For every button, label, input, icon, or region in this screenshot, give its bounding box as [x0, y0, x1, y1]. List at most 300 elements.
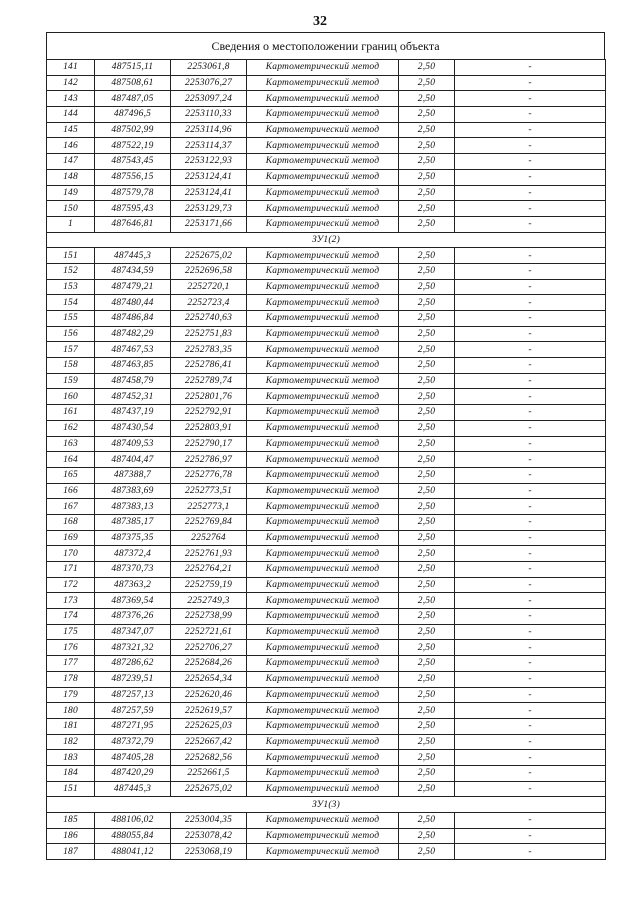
- coord-y: 2253061,8: [171, 60, 247, 76]
- coord-y: 2252740,63: [171, 311, 247, 327]
- coord-y: 2253110,33: [171, 107, 247, 123]
- table-row: [47, 828, 606, 844]
- accuracy: 2,50: [399, 122, 455, 138]
- point-number: 175: [47, 624, 95, 640]
- method: Картометрический метод: [247, 703, 399, 719]
- accuracy: 2,50: [399, 295, 455, 311]
- coord-y: 2252696,58: [171, 263, 247, 279]
- description: -: [455, 640, 606, 656]
- accuracy: 2,50: [399, 185, 455, 201]
- coord-y: 2252773,51: [171, 483, 247, 499]
- method: Картометрический метод: [247, 326, 399, 342]
- accuracy: 2,50: [399, 358, 455, 374]
- coord-y: 2252773,1: [171, 499, 247, 515]
- table-row: [47, 263, 606, 279]
- coordinates-table: [46, 59, 606, 860]
- description: -: [455, 813, 606, 829]
- method: Картометрический метод: [247, 358, 399, 374]
- point-number: 172: [47, 577, 95, 593]
- coord-y: 2252749,3: [171, 593, 247, 609]
- table-row: [47, 60, 606, 76]
- description: -: [455, 593, 606, 609]
- description: -: [455, 436, 606, 452]
- coord-x: 487463,85: [95, 358, 171, 374]
- coord-x: 487376,26: [95, 609, 171, 625]
- accuracy: 2,50: [399, 577, 455, 593]
- description: -: [455, 389, 606, 405]
- description: -: [455, 311, 606, 327]
- description: -: [455, 703, 606, 719]
- coord-x: 487467,53: [95, 342, 171, 358]
- coord-x: 487385,17: [95, 514, 171, 530]
- table-row: [47, 248, 606, 264]
- coord-y: 2253122,93: [171, 154, 247, 170]
- method: Картометрический метод: [247, 514, 399, 530]
- accuracy: 2,50: [399, 75, 455, 91]
- description: -: [455, 483, 606, 499]
- method: Картометрический метод: [247, 813, 399, 829]
- coord-y: 2253004,35: [171, 813, 247, 829]
- point-number: 149: [47, 185, 95, 201]
- point-number: 165: [47, 467, 95, 483]
- coord-x: 487502,99: [95, 122, 171, 138]
- method: Картометрический метод: [247, 138, 399, 154]
- coord-x: 487375,35: [95, 530, 171, 546]
- method: Картометрический метод: [247, 279, 399, 295]
- coord-y: 2252675,02: [171, 781, 247, 797]
- table-row: [47, 813, 606, 829]
- table-row: [47, 122, 606, 138]
- table-row: [47, 154, 606, 170]
- accuracy: 2,50: [399, 687, 455, 703]
- point-number: 145: [47, 122, 95, 138]
- description: -: [455, 295, 606, 311]
- point-number: 162: [47, 420, 95, 436]
- table-row: [47, 107, 606, 123]
- coord-x: 487372,4: [95, 546, 171, 562]
- method: Картометрический метод: [247, 436, 399, 452]
- accuracy: 2,50: [399, 154, 455, 170]
- section-label: ЗУ1(2): [47, 232, 606, 248]
- accuracy: 2,50: [399, 169, 455, 185]
- point-number: 151: [47, 248, 95, 264]
- description: -: [455, 263, 606, 279]
- accuracy: 2,50: [399, 279, 455, 295]
- accuracy: 2,50: [399, 562, 455, 578]
- method: Картометрический метод: [247, 169, 399, 185]
- method: Картометрический метод: [247, 452, 399, 468]
- description: -: [455, 107, 606, 123]
- description: -: [455, 373, 606, 389]
- coord-y: 2253171,66: [171, 216, 247, 232]
- point-number: 159: [47, 373, 95, 389]
- description: -: [455, 122, 606, 138]
- coord-y: 2252661,5: [171, 765, 247, 781]
- description: -: [455, 358, 606, 374]
- method: Картометрический метод: [247, 373, 399, 389]
- table-row: [47, 640, 606, 656]
- coord-y: 2252790,17: [171, 436, 247, 452]
- point-number: 157: [47, 342, 95, 358]
- table-row: [47, 452, 606, 468]
- method: Картометрический метод: [247, 499, 399, 515]
- accuracy: 2,50: [399, 342, 455, 358]
- accuracy: 2,50: [399, 248, 455, 264]
- accuracy: 2,50: [399, 389, 455, 405]
- section-label: ЗУ1(3): [47, 797, 606, 813]
- method: Картометрический метод: [247, 530, 399, 546]
- description: -: [455, 201, 606, 217]
- description: -: [455, 656, 606, 672]
- table-row: [47, 781, 606, 797]
- method: Картометрический метод: [247, 201, 399, 217]
- point-number: 179: [47, 687, 95, 703]
- point-number: 166: [47, 483, 95, 499]
- point-number: 168: [47, 514, 95, 530]
- method: Картометрический метод: [247, 546, 399, 562]
- table-header: Сведения о местоположении границ объекта: [46, 32, 605, 60]
- method: Картометрический метод: [247, 467, 399, 483]
- point-number: 160: [47, 389, 95, 405]
- method: Картометрический метод: [247, 75, 399, 91]
- description: -: [455, 750, 606, 766]
- method: Картометрический метод: [247, 483, 399, 499]
- table-row: [47, 844, 606, 860]
- coord-x: 487434,59: [95, 263, 171, 279]
- description: -: [455, 781, 606, 797]
- coord-y: 2253124,41: [171, 185, 247, 201]
- point-number: 151: [47, 781, 95, 797]
- coord-y: 2252769,84: [171, 514, 247, 530]
- coord-y: 2252759,19: [171, 577, 247, 593]
- description: -: [455, 420, 606, 436]
- table-row: [47, 718, 606, 734]
- coord-x: 487239,51: [95, 671, 171, 687]
- point-number: 154: [47, 295, 95, 311]
- accuracy: 2,50: [399, 483, 455, 499]
- table-row: [47, 671, 606, 687]
- coord-y: 2252738,99: [171, 609, 247, 625]
- point-number: 171: [47, 562, 95, 578]
- description: -: [455, 248, 606, 264]
- method: Картометрический метод: [247, 656, 399, 672]
- point-number: 141: [47, 60, 95, 76]
- coord-x: 487383,69: [95, 483, 171, 499]
- method: Картометрический метод: [247, 248, 399, 264]
- coord-y: 2252803,91: [171, 420, 247, 436]
- description: -: [455, 530, 606, 546]
- coord-x: 487445,3: [95, 248, 171, 264]
- description: -: [455, 687, 606, 703]
- description: -: [455, 718, 606, 734]
- table-row: [47, 483, 606, 499]
- accuracy: 2,50: [399, 326, 455, 342]
- coord-y: 2253124,41: [171, 169, 247, 185]
- table-row: [47, 750, 606, 766]
- accuracy: 2,50: [399, 514, 455, 530]
- point-number: 167: [47, 499, 95, 515]
- description: -: [455, 844, 606, 860]
- coord-x: 487388,7: [95, 467, 171, 483]
- description: -: [455, 828, 606, 844]
- coord-x: 487430,54: [95, 420, 171, 436]
- coord-x: 487646,81: [95, 216, 171, 232]
- coord-x: 487437,19: [95, 405, 171, 421]
- coord-x: 487486,84: [95, 311, 171, 327]
- method: Картометрический метод: [247, 60, 399, 76]
- accuracy: 2,50: [399, 703, 455, 719]
- method: Картометрический метод: [247, 295, 399, 311]
- coord-x: 487257,13: [95, 687, 171, 703]
- table-row: [47, 295, 606, 311]
- description: -: [455, 609, 606, 625]
- point-number: 177: [47, 656, 95, 672]
- method: Картометрический метод: [247, 263, 399, 279]
- description: -: [455, 577, 606, 593]
- table-row: [47, 687, 606, 703]
- table-row: [47, 546, 606, 562]
- description: -: [455, 169, 606, 185]
- coord-y: 2253078,42: [171, 828, 247, 844]
- coord-y: 2253097,24: [171, 91, 247, 107]
- coord-y: 2252751,83: [171, 326, 247, 342]
- accuracy: 2,50: [399, 593, 455, 609]
- point-number: 155: [47, 311, 95, 327]
- description: -: [455, 624, 606, 640]
- coord-x: 488106,02: [95, 813, 171, 829]
- coord-x: 487508,61: [95, 75, 171, 91]
- accuracy: 2,50: [399, 216, 455, 232]
- method: Картометрический метод: [247, 577, 399, 593]
- table-row: [47, 514, 606, 530]
- method: Картометрический метод: [247, 765, 399, 781]
- coord-y: 2252783,35: [171, 342, 247, 358]
- table-row: [47, 216, 606, 232]
- coord-x: 487543,45: [95, 154, 171, 170]
- description: -: [455, 185, 606, 201]
- point-number: 150: [47, 201, 95, 217]
- table-row: [47, 624, 606, 640]
- accuracy: 2,50: [399, 467, 455, 483]
- method: Картометрический метод: [247, 91, 399, 107]
- method: Картометрический метод: [247, 420, 399, 436]
- method: Картометрический метод: [247, 609, 399, 625]
- coord-y: 2252776,78: [171, 467, 247, 483]
- coord-x: 487405,28: [95, 750, 171, 766]
- table-row: [47, 326, 606, 342]
- method: Картометрический метод: [247, 734, 399, 750]
- accuracy: 2,50: [399, 499, 455, 515]
- accuracy: 2,50: [399, 765, 455, 781]
- coord-x: 487479,21: [95, 279, 171, 295]
- point-number: 1: [47, 216, 95, 232]
- coord-y: 2252721,61: [171, 624, 247, 640]
- accuracy: 2,50: [399, 813, 455, 829]
- table-row: [47, 562, 606, 578]
- coord-x: 487257,59: [95, 703, 171, 719]
- description: -: [455, 154, 606, 170]
- coord-x: 487522,19: [95, 138, 171, 154]
- table-row: [47, 436, 606, 452]
- coord-x: 487458,79: [95, 373, 171, 389]
- coord-x: 487321,32: [95, 640, 171, 656]
- table-row: [47, 530, 606, 546]
- accuracy: 2,50: [399, 640, 455, 656]
- method: Картометрический метод: [247, 718, 399, 734]
- accuracy: 2,50: [399, 436, 455, 452]
- coord-y: 2253129,73: [171, 201, 247, 217]
- point-number: 143: [47, 91, 95, 107]
- description: -: [455, 499, 606, 515]
- point-number: 183: [47, 750, 95, 766]
- description: -: [455, 342, 606, 358]
- description: -: [455, 216, 606, 232]
- coord-y: 2252764,21: [171, 562, 247, 578]
- table-row: [47, 593, 606, 609]
- section-row: [47, 797, 606, 813]
- coord-y: 2253068,19: [171, 844, 247, 860]
- method: Картометрический метод: [247, 687, 399, 703]
- coord-x: 487271,95: [95, 718, 171, 734]
- coord-x: 487595,43: [95, 201, 171, 217]
- table-row: [47, 373, 606, 389]
- accuracy: 2,50: [399, 405, 455, 421]
- description: -: [455, 326, 606, 342]
- table-row: [47, 703, 606, 719]
- table-row: [47, 577, 606, 593]
- accuracy: 2,50: [399, 624, 455, 640]
- method: Картометрический метод: [247, 750, 399, 766]
- accuracy: 2,50: [399, 311, 455, 327]
- accuracy: 2,50: [399, 750, 455, 766]
- point-number: 176: [47, 640, 95, 656]
- coord-y: 2252620,46: [171, 687, 247, 703]
- method: Картометрический метод: [247, 671, 399, 687]
- accuracy: 2,50: [399, 828, 455, 844]
- coord-x: 488041,12: [95, 844, 171, 860]
- description: -: [455, 546, 606, 562]
- point-number: 144: [47, 107, 95, 123]
- method: Картометрический метод: [247, 562, 399, 578]
- coord-x: 487487,05: [95, 91, 171, 107]
- coord-y: 2252789,74: [171, 373, 247, 389]
- accuracy: 2,50: [399, 420, 455, 436]
- description: -: [455, 75, 606, 91]
- coord-x: 487347,07: [95, 624, 171, 640]
- coord-x: 487482,29: [95, 326, 171, 342]
- method: Картометрический метод: [247, 828, 399, 844]
- point-number: 184: [47, 765, 95, 781]
- coord-y: 2252720,1: [171, 279, 247, 295]
- coord-x: 487556,15: [95, 169, 171, 185]
- description: -: [455, 452, 606, 468]
- method: Картометрический метод: [247, 342, 399, 358]
- accuracy: 2,50: [399, 734, 455, 750]
- method: Картометрический метод: [247, 844, 399, 860]
- page-number: 32: [313, 14, 327, 29]
- coord-x: 487496,5: [95, 107, 171, 123]
- method: Картометрический метод: [247, 216, 399, 232]
- coord-x: 487420,29: [95, 765, 171, 781]
- point-number: 161: [47, 405, 95, 421]
- description: -: [455, 279, 606, 295]
- description: -: [455, 138, 606, 154]
- accuracy: 2,50: [399, 718, 455, 734]
- coord-y: 2252786,41: [171, 358, 247, 374]
- description: -: [455, 562, 606, 578]
- coord-y: 2252619,57: [171, 703, 247, 719]
- point-number: 153: [47, 279, 95, 295]
- section-row: [47, 232, 606, 248]
- description: -: [455, 405, 606, 421]
- accuracy: 2,50: [399, 373, 455, 389]
- table-row: [47, 75, 606, 91]
- point-number: 142: [47, 75, 95, 91]
- point-number: 181: [47, 718, 95, 734]
- description: -: [455, 514, 606, 530]
- coord-y: 2252723,4: [171, 295, 247, 311]
- method: Картометрический метод: [247, 624, 399, 640]
- coord-y: 2252684,26: [171, 656, 247, 672]
- table-row: [47, 201, 606, 217]
- method: Картометрический метод: [247, 311, 399, 327]
- table-row: [47, 342, 606, 358]
- coordinates-table-body: [47, 60, 606, 860]
- point-number: 169: [47, 530, 95, 546]
- coord-x: 487404,47: [95, 452, 171, 468]
- table-row: [47, 765, 606, 781]
- table-row: [47, 279, 606, 295]
- boundary-sheet: [46, 32, 605, 860]
- point-number: 147: [47, 154, 95, 170]
- method: Картометрический метод: [247, 154, 399, 170]
- method: Картометрический метод: [247, 640, 399, 656]
- method: Картометрический метод: [247, 781, 399, 797]
- table-row: [47, 609, 606, 625]
- coord-y: 2252706,27: [171, 640, 247, 656]
- point-number: 180: [47, 703, 95, 719]
- point-number: 158: [47, 358, 95, 374]
- coord-x: 487445,3: [95, 781, 171, 797]
- coord-y: 2252801,76: [171, 389, 247, 405]
- method: Картометрический метод: [247, 185, 399, 201]
- table-row: [47, 91, 606, 107]
- point-number: 163: [47, 436, 95, 452]
- coord-x: 487372,79: [95, 734, 171, 750]
- method: Картометрический метод: [247, 593, 399, 609]
- coord-x: 487579,78: [95, 185, 171, 201]
- description: -: [455, 91, 606, 107]
- description: -: [455, 671, 606, 687]
- coord-y: 2252625,03: [171, 718, 247, 734]
- accuracy: 2,50: [399, 546, 455, 562]
- coord-y: 2253076,27: [171, 75, 247, 91]
- method: Картометрический метод: [247, 107, 399, 123]
- method: Картометрический метод: [247, 122, 399, 138]
- point-number: 146: [47, 138, 95, 154]
- table-row: [47, 358, 606, 374]
- accuracy: 2,50: [399, 656, 455, 672]
- description: -: [455, 60, 606, 76]
- coord-y: 2252682,56: [171, 750, 247, 766]
- table-row: [47, 656, 606, 672]
- accuracy: 2,50: [399, 530, 455, 546]
- point-number: 170: [47, 546, 95, 562]
- accuracy: 2,50: [399, 138, 455, 154]
- coord-x: 487363,2: [95, 577, 171, 593]
- accuracy: 2,50: [399, 671, 455, 687]
- coord-x: 487515,11: [95, 60, 171, 76]
